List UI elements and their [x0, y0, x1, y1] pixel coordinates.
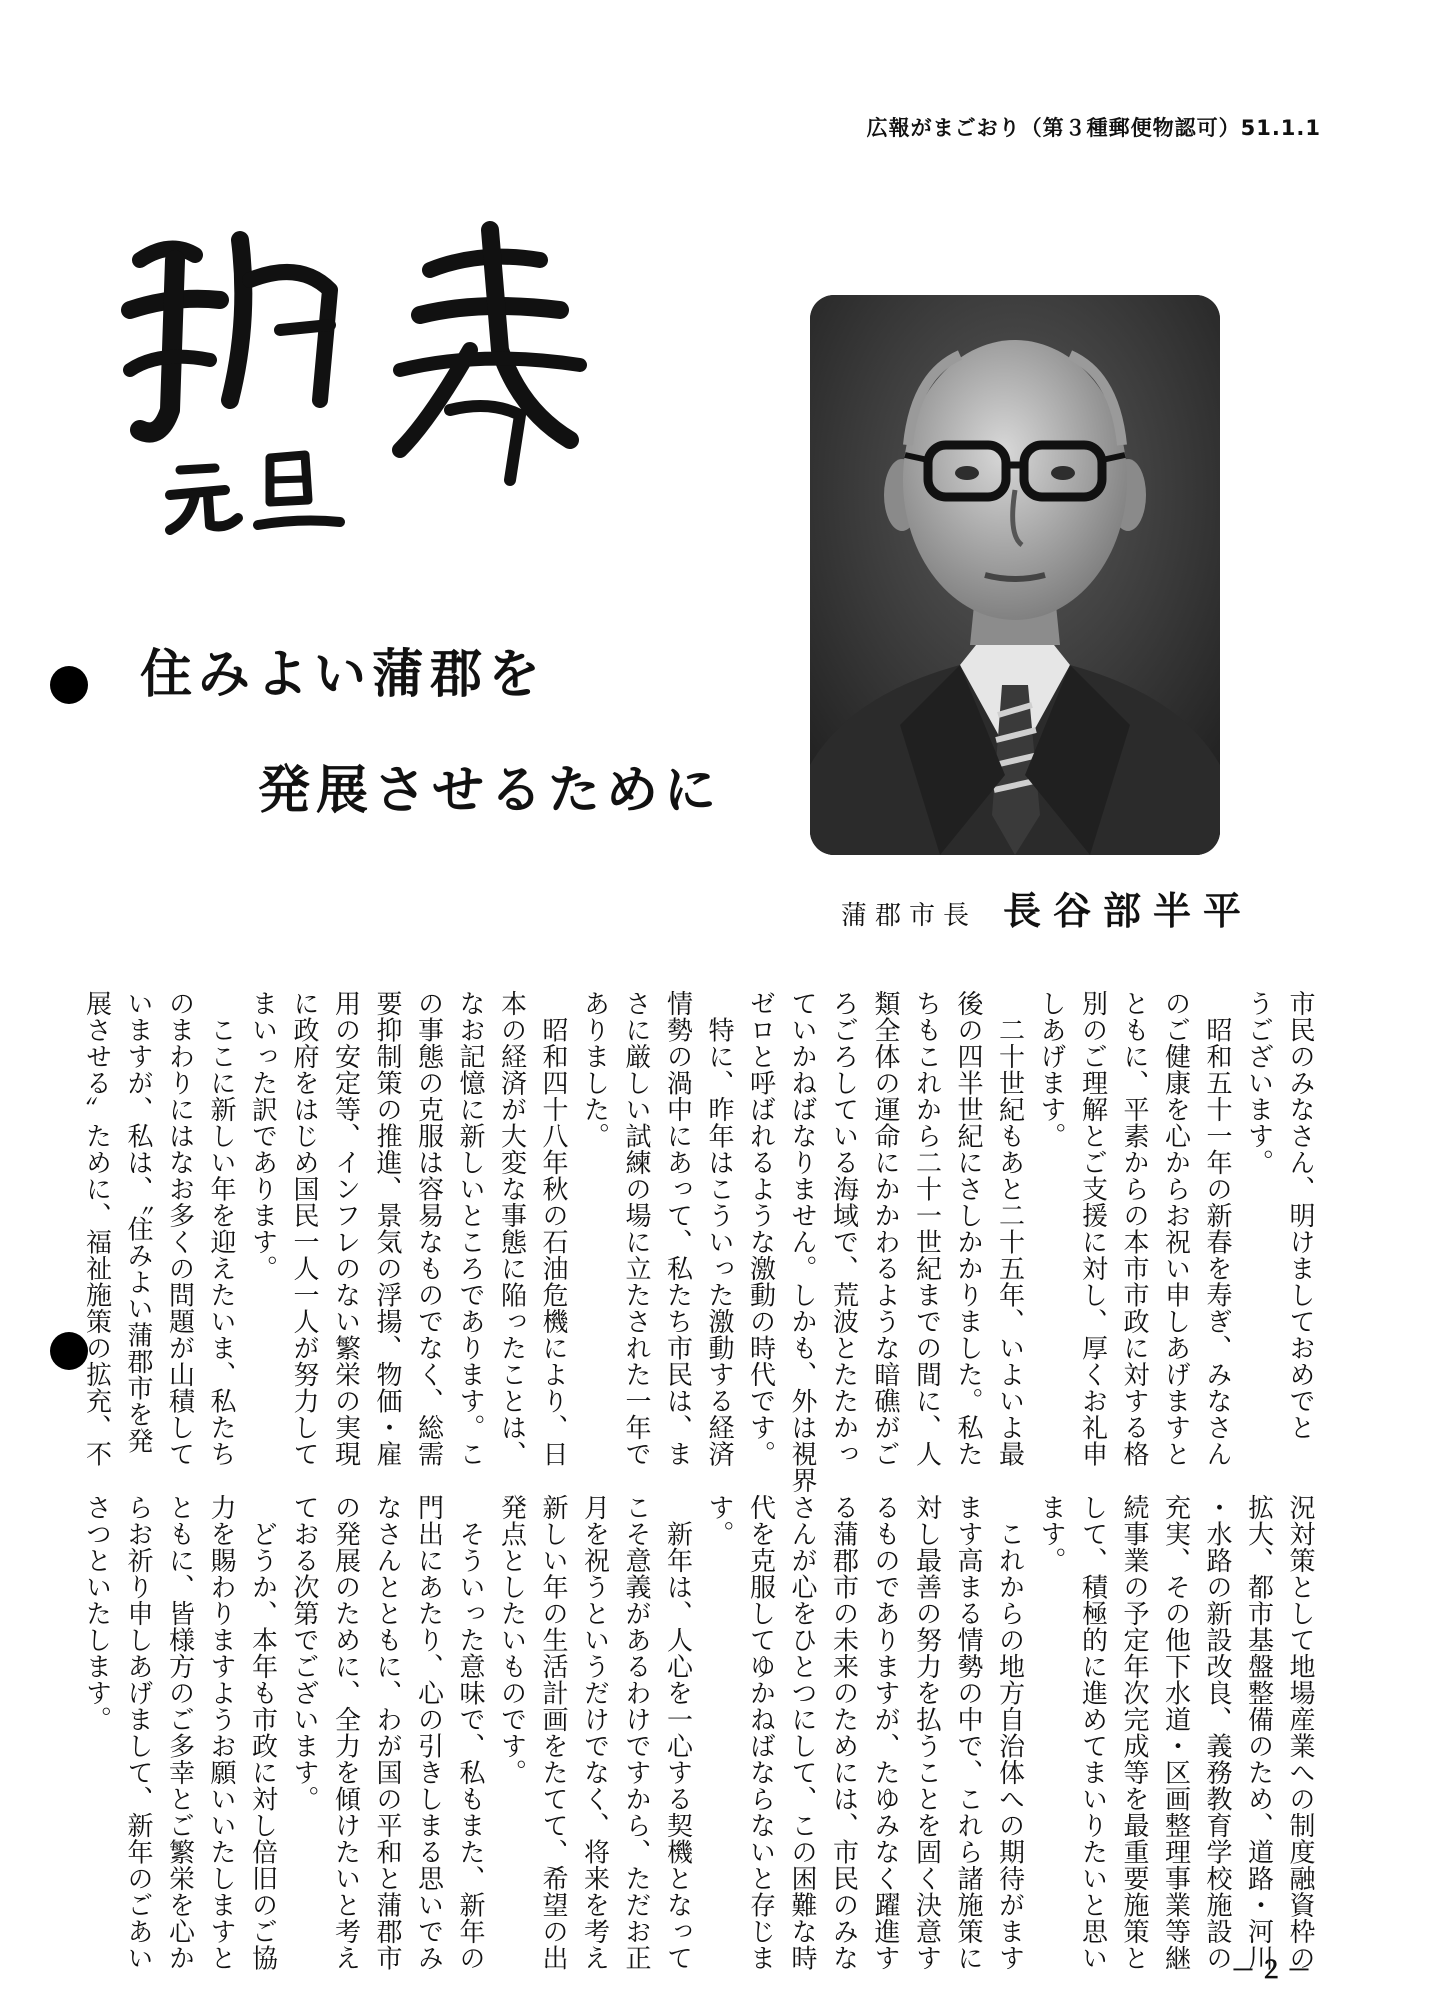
text-line: ます高まる情勢の中で、これら諸施策に: [953, 1494, 983, 1971]
text-line: そういった意味で、私もまた、新年の: [455, 1494, 485, 1971]
text-line: に政府をはじめ国民一人一人が努力して: [289, 990, 319, 1467]
text-line: うございます。: [1243, 990, 1274, 1176]
byline-title: 蒲郡市長: [840, 901, 977, 931]
text-line: 対し最善の努力を払うことを固く決意す: [911, 1494, 942, 1971]
text-line: 類全体の運命にかかわるような暗礁がご: [870, 990, 900, 1467]
text-line: 別のご理解とご支援に対し、厚くお礼申: [1077, 990, 1108, 1467]
text-line: 情勢の渦中にあって、私たち市民は、ま: [662, 990, 693, 1467]
text-line: ここに新しい年を迎えたいま、私たち: [206, 990, 236, 1467]
text-line: ます。: [1036, 1494, 1066, 1574]
text-line: る蒲郡市の未来のためには、市民のみな: [828, 1494, 859, 1971]
binding-hole-top: [50, 666, 88, 704]
text-line: るものでありますが、たゆみなく躍進す: [870, 1494, 900, 1971]
text-line: す。: [704, 1494, 734, 1547]
body-text-bottom-block: [81, 1494, 1320, 1971]
text-line: 新年は、人心を一心する契機となって: [662, 1494, 693, 1971]
text-line: 拡大、都市基盤整備のため、道路・河川: [1243, 1494, 1274, 1971]
text-line: どうか、本年も市政に対し倍旧のご協: [247, 1494, 278, 1971]
text-line: 昭和五十一年の新春を寿ぎ、みなさん: [1202, 990, 1232, 1467]
text-line: ちもこれから二十一世紀までの間に、人: [911, 990, 942, 1467]
text-line: なお記憶に新しいところであります。こ: [455, 990, 485, 1467]
text-line: ありました。: [579, 990, 610, 1149]
publication-header: 広報がまごおり（第３種郵便物認可）51.1.1: [866, 116, 1321, 140]
calligraphy-title-image: [100, 200, 620, 540]
text-line: のまわりにはなお多くの問題が山積して: [164, 990, 195, 1467]
text-line: さんが心をひとつにして、この困難な時: [787, 1494, 817, 1971]
text-line: 月を祝うというだけでなく、将来を考え: [579, 1494, 610, 1971]
text-line: 発点としたいものです。: [496, 1494, 527, 1786]
text-line: ともに、皆様方のご多幸とご繁栄を心か: [164, 1494, 195, 1971]
byline-name: 長谷部半平: [1002, 888, 1253, 933]
mayor-portrait-photo: [810, 295, 1220, 855]
byline: [841, 880, 1253, 935]
text-line: ゼロと呼ばれるような激動の時代です。: [745, 990, 776, 1467]
text-line: 力を賜わりますようお願いいたしますと: [206, 1494, 236, 1971]
text-line: のご健康を心からお祝い申しあげますと: [1160, 990, 1191, 1467]
text-line: 二十世紀もあと二十五年、いよいよ最: [994, 990, 1025, 1467]
text-line: ともに、平素からの本市市政に対する格: [1119, 990, 1149, 1467]
text-line: 本の経済が大変な事態に陥ったことは、: [496, 990, 527, 1467]
text-line: 況対策として地場産業への制度融資枠の: [1285, 1494, 1315, 1971]
text-line: 門出にあたり、心の引きしまる思いでみ: [413, 1494, 444, 1971]
body-text-top-block: [81, 990, 1320, 1494]
text-line: ておる次第でございます。: [289, 1494, 319, 1812]
text-line: 昭和四十八年秋の石油危機により、日: [538, 990, 568, 1467]
text-line: 代を克服してゆかねばならないと存じま: [745, 1494, 776, 1971]
text-line: して、積極的に進めてまいりたいと思い: [1077, 1494, 1108, 1971]
text-line: 用の安定等、インフレのない繁栄の実現: [330, 990, 361, 1467]
text-line: 充実、その他下水道・区画整理事業等継: [1160, 1494, 1191, 1971]
text-line: 特に、昨年はこういった激動する経済: [704, 990, 734, 1467]
text-line: 市民のみなさん、明けましておめでと: [1285, 990, 1315, 1441]
text-line: しあげます。: [1036, 990, 1066, 1149]
headline-line-1: 住みよい蒲郡を: [140, 644, 547, 705]
text-line: 続事業の予定年次完成等を最重要施策と: [1119, 1494, 1149, 1971]
text-line: なさんとともに、わが国の平和と蒲郡市: [372, 1494, 402, 1971]
text-line: の事態の克服は容易なものでなく、総需: [413, 990, 444, 1467]
text-line: さに厳しい試練の場に立たされた一年で: [621, 990, 651, 1467]
text-line: さつといたします。: [81, 1494, 112, 1733]
text-line: いますが、私は、〝住みよい蒲郡市を発: [123, 990, 153, 1454]
text-line: 後の四半世紀にさしかかりました。私た: [953, 990, 983, 1467]
text-line: こそ意義があるわけですから、ただお正: [621, 1494, 651, 1971]
text-line: らお祈り申しあげまして、新年のごあい: [123, 1494, 153, 1971]
text-line: の発展のために、全力を傾けたいと考え: [330, 1494, 361, 1971]
text-line: まいった訳であります。: [247, 990, 278, 1282]
text-line: ・水路の新設改良、義務教育学校施設の: [1202, 1494, 1232, 1971]
text-line: ろごろしている海域で、荒波とたたかっ: [828, 990, 859, 1467]
headline-line-2: 発展させるために: [258, 760, 723, 821]
text-line: 要抑制策の推進、景気の浮揚、物価・雇: [372, 990, 402, 1467]
page-number: －２－: [1231, 1956, 1315, 1984]
text-line: ていかねばなりません。しかも、外は視界: [787, 990, 817, 1494]
text-line: これからの地方自治体への期待がます: [994, 1494, 1025, 1971]
text-line: 展させる〟ために、福祉施策の拡充、不: [81, 990, 112, 1467]
text-line: 新しい年の生活計画をたてて、希望の出: [538, 1494, 568, 1971]
